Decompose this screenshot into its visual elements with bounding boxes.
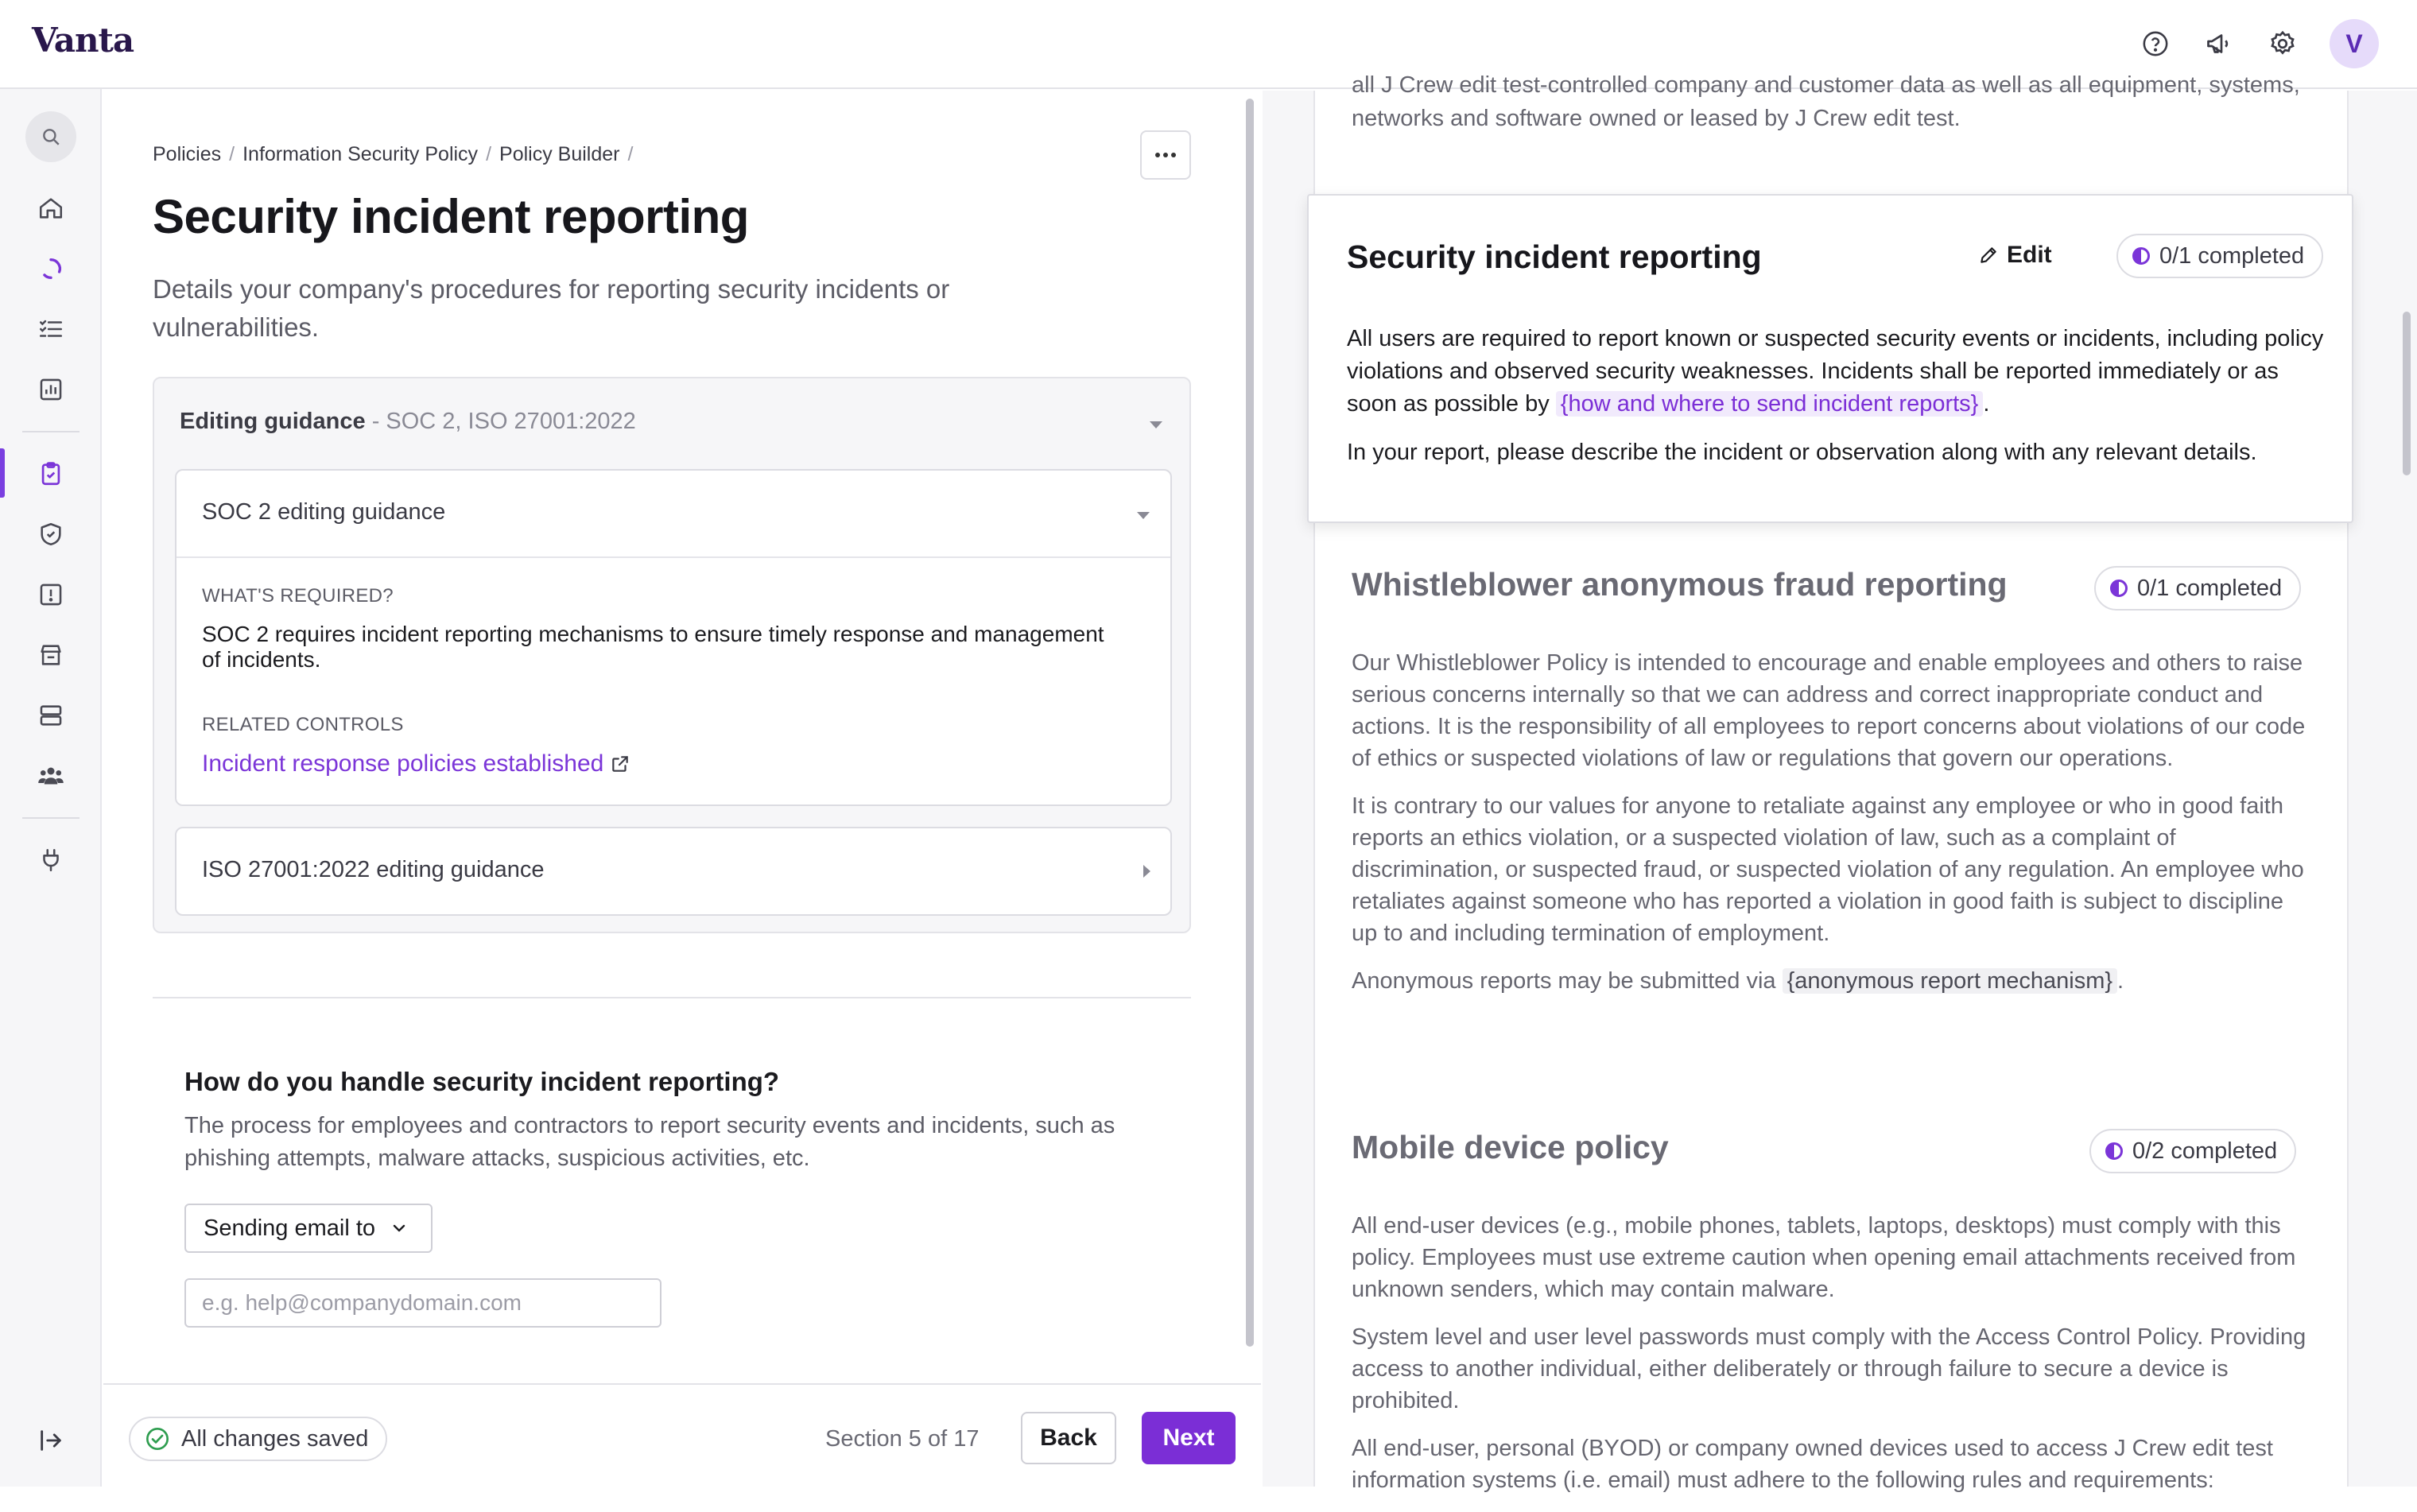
editing-guidance-frameworks: - SOC 2, ISO 27001:2022	[371, 409, 636, 434]
current-completion-text: 0/1 completed	[2159, 242, 2305, 269]
incident-report-destination-token[interactable]: {how and where to send incident reports}	[1556, 391, 1984, 417]
ellipsis-icon	[1154, 152, 1177, 158]
nav-divider	[22, 431, 80, 432]
whistleblower-section-body	[1352, 647, 2314, 1013]
policy-editor	[103, 91, 1261, 1383]
shield-icon[interactable]	[32, 515, 70, 553]
whistleblower-paragraph	[1352, 965, 2314, 997]
chevron-down-icon	[390, 1219, 409, 1238]
current-section-body	[1347, 323, 2325, 485]
alert-icon[interactable]	[32, 576, 70, 614]
loader-icon[interactable]	[32, 250, 70, 288]
preview-scrollbar-thumb[interactable]	[2403, 312, 2411, 475]
soc2-guidance-card	[175, 469, 1172, 806]
home-icon[interactable]	[32, 189, 70, 227]
divider	[177, 556, 1170, 558]
sentence-end: .	[1983, 391, 1990, 417]
current-section-card[interactable]	[1307, 194, 2353, 523]
editor-footer	[103, 1383, 1261, 1487]
gear-icon[interactable]	[2266, 27, 2299, 60]
reporting-method-value: Sending email to	[204, 1215, 376, 1241]
search-icon[interactable]	[25, 111, 76, 162]
chevron-down-icon[interactable]	[1137, 512, 1150, 519]
control-link-label: Incident response policies established	[202, 750, 604, 777]
question-description: The process for employees and contractors to report security events and incidents, such as phishing attempts, malware attacks, suspicious activities, etc.	[184, 1113, 1115, 1171]
whistleblower-paragraph: Our Whistleblower Policy is intended to encourage and enable employees and others to raise serious concerns internally so that we can address and correct inappropriate conduct and actions. It is the responsibility of all employees to report concerns about violations of our code of ethics or suspected violations of law or regulations that govern our operations.	[1352, 650, 2306, 771]
vanta-logo[interactable]: Vanta	[32, 21, 134, 60]
more-options-button[interactable]	[1140, 130, 1191, 180]
current-section-paragraph: In your report, please describe the incident or observation along with any relevant details.	[1347, 440, 2257, 465]
server-icon[interactable]	[32, 696, 70, 735]
current-section-paragraph	[1347, 323, 2325, 421]
policy-clipboard-icon[interactable]	[32, 455, 70, 493]
people-icon[interactable]	[32, 757, 70, 795]
breadcrumb-separator: /	[229, 143, 235, 165]
editing-guidance-label: Editing guidance	[180, 409, 366, 434]
mobile-paragraph: All end-user, personal (BYOD) or company owned devices used to access J Crew edit test information systems (i.e. email) must adhere to the following rules and requirements:	[1352, 1436, 2273, 1493]
mobile-section-title: Mobile device policy	[1352, 1129, 1669, 1165]
progress-half-icon	[2110, 580, 2128, 597]
reporting-requirement-text: All users are required to report known or suspected security events or incidents, including policy violations and observed security weaknesses. Incidents shall be reported immediately or as soon as possible by	[1347, 326, 2324, 417]
mobile-completion-text: 0/2 completed	[2132, 1138, 2278, 1164]
checklist-icon[interactable]	[32, 310, 70, 348]
nav-divider	[22, 817, 80, 819]
avatar[interactable]: V	[2330, 19, 2379, 68]
breadcrumb-separator: /	[486, 143, 492, 165]
left-nav	[0, 89, 102, 1487]
anonymous-mechanism-token[interactable]: {anonymous report mechanism}	[1783, 968, 2117, 994]
editing-guidance-panel	[153, 377, 1191, 933]
mobile-completion-badge	[2089, 1129, 2296, 1173]
breadcrumb-policy-builder[interactable]: Policy Builder	[499, 143, 620, 165]
mobile-paragraph: System level and user level passwords must comply with the Access Control Policy. Providing access to another individual, either deliberately or through failure to secure a device is prohibited.	[1352, 1324, 2306, 1413]
collapse-icon[interactable]	[32, 1421, 70, 1460]
top-actions	[2139, 19, 2379, 68]
editor-scrollbar-thumb[interactable]	[1246, 99, 1254, 1347]
next-button[interactable]: Next	[1142, 1412, 1236, 1464]
progress-half-icon	[2132, 247, 2150, 265]
editing-guidance-toggle[interactable]	[180, 409, 636, 435]
megaphone-icon[interactable]	[2202, 27, 2236, 60]
help-icon[interactable]	[2139, 27, 2172, 60]
mobile-section-body	[1352, 1210, 2314, 1512]
edit-button[interactable]	[1978, 242, 2052, 269]
email-input[interactable]	[184, 1278, 661, 1328]
page-title: Security incident reporting	[153, 190, 749, 243]
back-button[interactable]: Back	[1021, 1412, 1116, 1464]
chart-icon[interactable]	[32, 370, 70, 409]
chevron-right-icon[interactable]	[1143, 865, 1150, 878]
breadcrumb-policies[interactable]: Policies	[153, 143, 222, 165]
breadcrumb-separator: /	[627, 143, 634, 165]
breadcrumb	[153, 143, 633, 166]
progress-half-icon	[2105, 1142, 2123, 1160]
incident-response-control-link[interactable]	[202, 750, 630, 777]
current-section-title: Security incident reporting	[1347, 238, 1762, 275]
nav-active-indicator	[0, 448, 5, 498]
previous-section-text: all J Crew edit test-controlled company and customer data as well as all equipment, systems, networks and software owned or leased by J Crew edit test.	[1352, 72, 2300, 131]
breadcrumb-information-security-policy[interactable]: Information Security Policy	[242, 143, 479, 165]
whistleblower-paragraph: It is contrary to our values for anyone to retaliate against any employee or who in good faith reports an ethics violation, or a suspected violation of law, such as a complaint of discrimination, or suspected fraud, or suspected violation of any regulation. An employee who retaliates against someone who has reported a violation in good faith is subject to discipline up to and including termination of employment.	[1352, 793, 2304, 946]
iso-guidance-card[interactable]	[175, 827, 1172, 916]
whistleblower-completion-badge	[2094, 566, 2301, 611]
mobile-paragraph: All end-user devices (e.g., mobile phones, tablets, laptops, desktops) must comply with this policy. Employees must use extreme caution when opening email attachments received from unknown senders, which may contain malware.	[1352, 1213, 2296, 1302]
save-status-text: All changes saved	[181, 1425, 369, 1452]
question-title: How do you handle security incident reporting?	[184, 1067, 780, 1096]
current-completion-badge	[2116, 234, 2323, 278]
whats-required-label: WHAT'S REQUIRED?	[202, 585, 394, 607]
page-subtitle: Details your company's procedures for reporting security incidents or vulnerabilities.	[153, 274, 950, 342]
section-counter: Section 5 of 17	[825, 1426, 980, 1452]
whistleblower-completion-text: 0/1 completed	[2137, 575, 2283, 601]
external-link-icon	[610, 754, 630, 774]
plug-icon[interactable]	[32, 841, 70, 879]
chevron-down-icon[interactable]	[1150, 421, 1162, 428]
save-status-badge	[129, 1417, 387, 1461]
iso-guidance-heading: ISO 27001:2022 editing guidance	[202, 857, 545, 882]
pencil-icon	[1978, 245, 1999, 266]
anonymous-reports-text: Anonymous reports may be submitted via	[1352, 968, 1776, 994]
edit-label: Edit	[2007, 242, 2052, 268]
check-circle-icon	[145, 1426, 170, 1452]
section-divider	[153, 997, 1191, 998]
soc2-guidance-heading[interactable]: SOC 2 editing guidance	[202, 499, 446, 525]
vendor-icon[interactable]	[32, 636, 70, 674]
reporting-method-select[interactable]	[184, 1204, 433, 1253]
whistleblower-section-title: Whistleblower anonymous fraud reporting	[1352, 566, 2008, 603]
sentence-end: .	[2117, 968, 2124, 994]
related-controls-label: RELATED CONTROLS	[202, 714, 404, 735]
whats-required-text: SOC 2 requires incident reporting mechanisms to ensure timely response and management of incidents.	[202, 622, 1104, 672]
